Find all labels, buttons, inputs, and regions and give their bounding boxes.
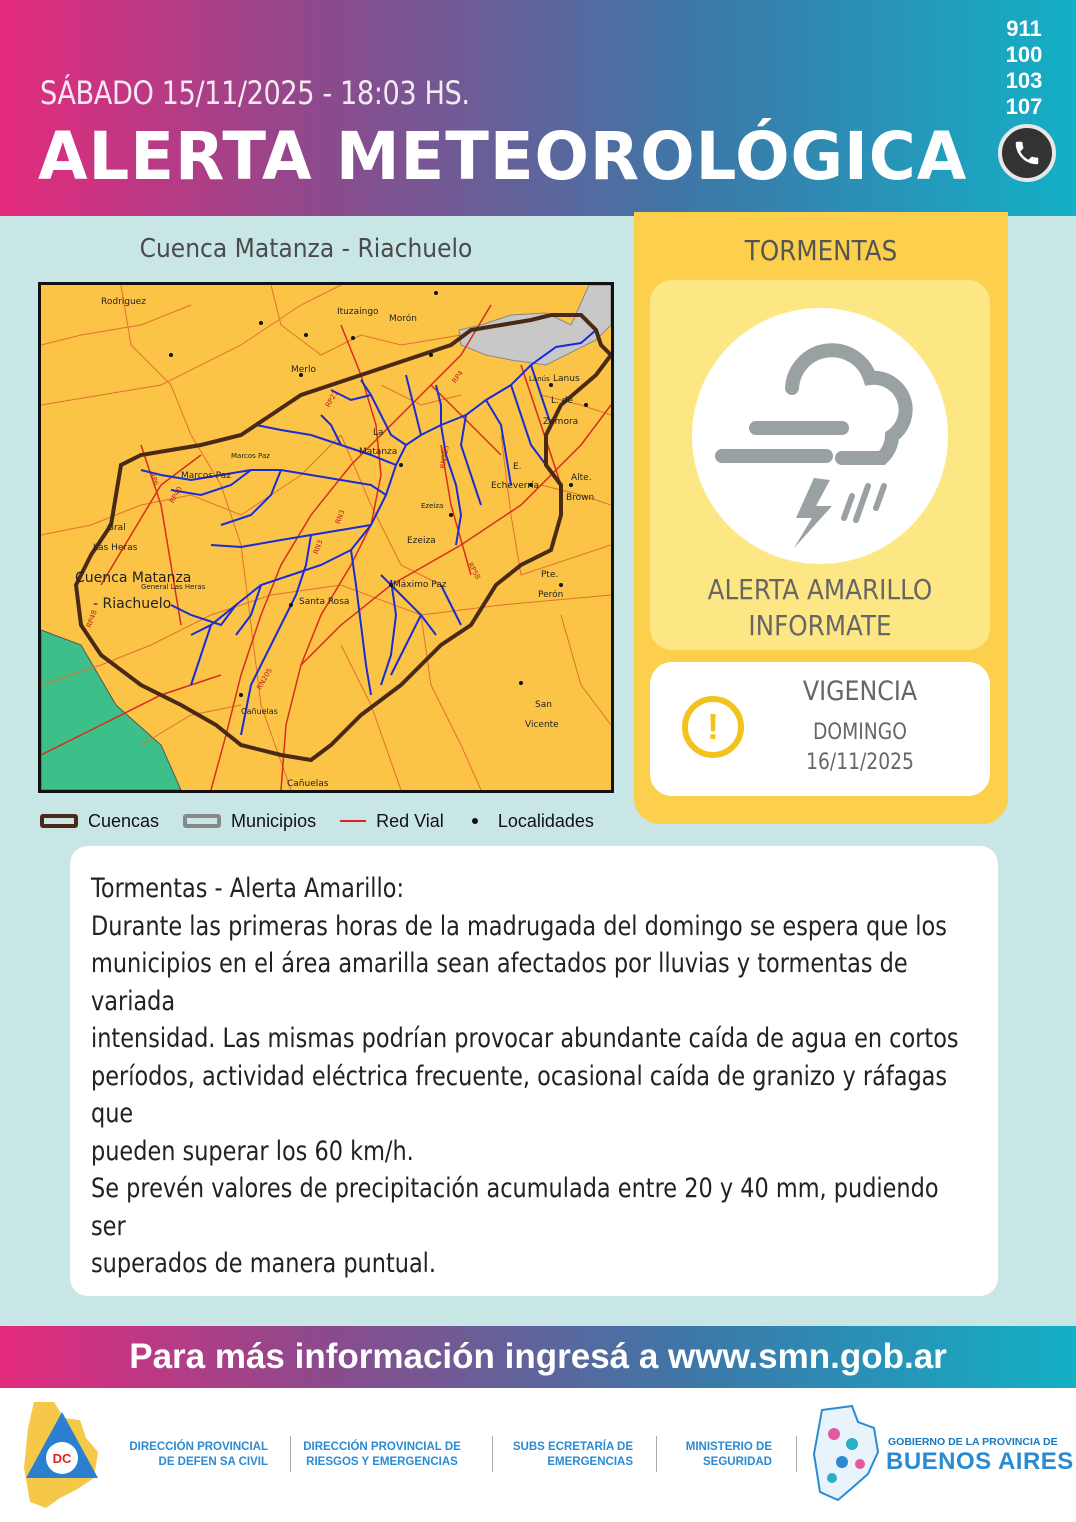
label-road-rn205: RN205 bbox=[438, 444, 451, 470]
label-cuenca-1: Cuenca Matanza bbox=[75, 570, 192, 586]
footer-divider bbox=[796, 1436, 797, 1472]
desc-line: superados de manera puntual. bbox=[91, 1248, 437, 1279]
gov-name: BUENOS AIRES bbox=[886, 1448, 1074, 1475]
label-road-rp48: RP48 bbox=[85, 609, 99, 629]
desc-line: intensidad. Las mismas podrían provocar abundante caída de agua en cortos bbox=[91, 1023, 959, 1054]
label-merlo: Merlo bbox=[291, 365, 317, 375]
label-canuelas: Cañuelas bbox=[287, 779, 329, 789]
label-cuenca-2: - Riachuelo bbox=[93, 596, 172, 612]
desc-line: períodos, actividad eléctrica frecuente, ocasional caída de granizo y ráfagas que bbox=[91, 1060, 948, 1129]
emergency-phone-list bbox=[1002, 16, 1046, 120]
footer-divider bbox=[492, 1436, 493, 1472]
label-alte-brown-2: Brown bbox=[566, 493, 595, 503]
label-road-rp58: RP58 bbox=[466, 561, 482, 581]
legend-localidades: Localidades bbox=[468, 811, 594, 832]
label-la-matanza-2: Matanza bbox=[359, 447, 398, 457]
legend-cuencas: Cuencas bbox=[40, 811, 159, 832]
river-lines bbox=[141, 330, 596, 735]
page-title: ALERTA METEOROLÓGICA bbox=[38, 118, 968, 195]
alert-panel bbox=[634, 212, 1008, 824]
label-lanus: Lanus bbox=[553, 374, 580, 384]
map-title: Cuenca Matanza - Riachuelo bbox=[139, 234, 473, 264]
alert-description bbox=[70, 846, 998, 1296]
label-maximo-paz: Máximo Paz bbox=[393, 580, 447, 590]
validity-date: 16/11/2025 bbox=[806, 750, 914, 775]
label-road-rn3: RN3 bbox=[334, 508, 347, 526]
basin-map bbox=[38, 282, 614, 793]
label-gral-2: Las Heras bbox=[93, 543, 138, 553]
defensa-civil-logo bbox=[20, 1398, 104, 1510]
footer-logos bbox=[0, 1388, 1076, 1522]
basin-swatch bbox=[40, 814, 78, 828]
buenos-aires-emblem bbox=[812, 1404, 882, 1502]
label-echeverria-2: Echeverría bbox=[491, 481, 539, 491]
svg-text:DC: DC bbox=[52, 1451, 72, 1466]
label-san-vicente-1: San bbox=[535, 700, 552, 710]
desc-line: municipios en el área amarilla sean afectados por lluvias y tormentas de variada bbox=[91, 948, 908, 1017]
municipality-swatch bbox=[183, 814, 221, 828]
header-banner bbox=[0, 0, 1076, 216]
neighbor-area bbox=[41, 630, 181, 790]
label-echeverria-1: E. bbox=[513, 462, 522, 472]
alert-type: TORMENTAS bbox=[744, 234, 898, 267]
alert-level-text: ALERTA AMARILLO INFORMATE bbox=[707, 573, 933, 642]
label-san-vicente-2: Vicente bbox=[525, 720, 559, 730]
gov-subtitle: GOBIERNO DE LA PROVINCIA DE bbox=[888, 1436, 1058, 1448]
label-road-rp6: RP6 bbox=[147, 471, 160, 487]
desc-line: Durante las primeras horas de la madrugada del domingo se espera que los bbox=[91, 910, 947, 942]
phone-number[interactable]: 911 bbox=[1006, 16, 1042, 41]
more-info-link[interactable]: Para más información ingresá a www.smn.gob.ar bbox=[0, 1326, 1076, 1388]
label-lomas-1: L. de bbox=[551, 396, 573, 406]
phone-number[interactable]: 100 bbox=[1005, 42, 1043, 67]
validity-day: DOMINGO bbox=[813, 720, 907, 745]
label-la-matanza-1: La bbox=[373, 428, 384, 438]
label-lanus-small: Lanús bbox=[529, 375, 550, 383]
label-pte-peron-2: Perón bbox=[538, 590, 564, 600]
org-defensa-civil: DIRECCIÓN PROVINCIAL DE DEFEN SA CIVIL bbox=[129, 1441, 268, 1468]
road-swatch bbox=[340, 820, 366, 822]
label-ezeiza: Ezeiza bbox=[407, 536, 436, 546]
label-gral-1: Gral bbox=[107, 523, 126, 533]
alert-level-card bbox=[650, 280, 990, 650]
issue-date: SÁBADO 15/11/2025 - 18:03 HS. bbox=[40, 74, 470, 112]
exclamation-icon: ! bbox=[682, 696, 744, 758]
label-alte-brown-1: Alte. bbox=[571, 473, 592, 483]
label-lomas-2: Zamora bbox=[543, 417, 579, 427]
footer-divider bbox=[656, 1436, 657, 1472]
label-road-rn3b: RN3 bbox=[312, 538, 325, 556]
desc-line: Tormentas - Alerta Amarillo: bbox=[91, 873, 405, 904]
phone-icon bbox=[998, 124, 1056, 182]
validity-card bbox=[650, 662, 990, 796]
label-pte-peron-1: Pte. bbox=[541, 570, 559, 580]
phone-number[interactable]: 107 bbox=[1005, 94, 1043, 119]
map-graphics bbox=[41, 285, 611, 790]
label-road-rp4: RP4 bbox=[450, 369, 465, 385]
label-road-rn205b: RN205 bbox=[255, 666, 275, 692]
legend-red-vial: Red Vial bbox=[340, 811, 444, 832]
label-marcos-paz: Marcos Paz bbox=[181, 471, 232, 481]
label-road-rp21: RP21 bbox=[324, 389, 340, 409]
org-subsecretaria: SUBS ECRETARÍA DE EMERGENCIAS bbox=[512, 1441, 633, 1468]
footer-divider bbox=[290, 1436, 291, 1472]
phone-number[interactable]: 103 bbox=[1005, 68, 1043, 93]
org-riesgos-emergencias: DIRECCIÓN PROVINCIAL DE RIESGOS Y EMERGENCIAS bbox=[303, 1441, 461, 1468]
org-ministerio-seguridad: MINISTERIO DE SEGURIDAD bbox=[685, 1441, 772, 1468]
label-road-rp40: RP40 bbox=[168, 485, 184, 505]
label-general-las-heras: General Las Heras bbox=[141, 583, 206, 591]
label-canuelas-small: Cañuelas bbox=[241, 707, 278, 716]
label-ituzaingo: Ituzaingo bbox=[337, 307, 379, 317]
desc-line: pueden superar los 60 km/h. bbox=[91, 1135, 414, 1167]
label-ezeiza-small: Ezeiza bbox=[421, 502, 444, 510]
label-moron: Morón bbox=[389, 314, 417, 324]
label-rodriguez: Rodriguez bbox=[101, 297, 146, 307]
validity-title: VIGENCIA bbox=[802, 676, 918, 707]
map-legend bbox=[40, 808, 618, 834]
label-marcos-paz-small: Marcos Paz bbox=[231, 452, 270, 460]
storm-cloud-icon bbox=[692, 308, 948, 564]
label-santa-rosa: Santa Rosa bbox=[299, 597, 350, 607]
desc-line: Se prevén valores de precipitación acumulada entre 20 y 40 mm, pudiendo ser bbox=[91, 1173, 939, 1242]
legend-municipios: Municipios bbox=[183, 811, 316, 832]
locality-swatch bbox=[472, 818, 478, 824]
